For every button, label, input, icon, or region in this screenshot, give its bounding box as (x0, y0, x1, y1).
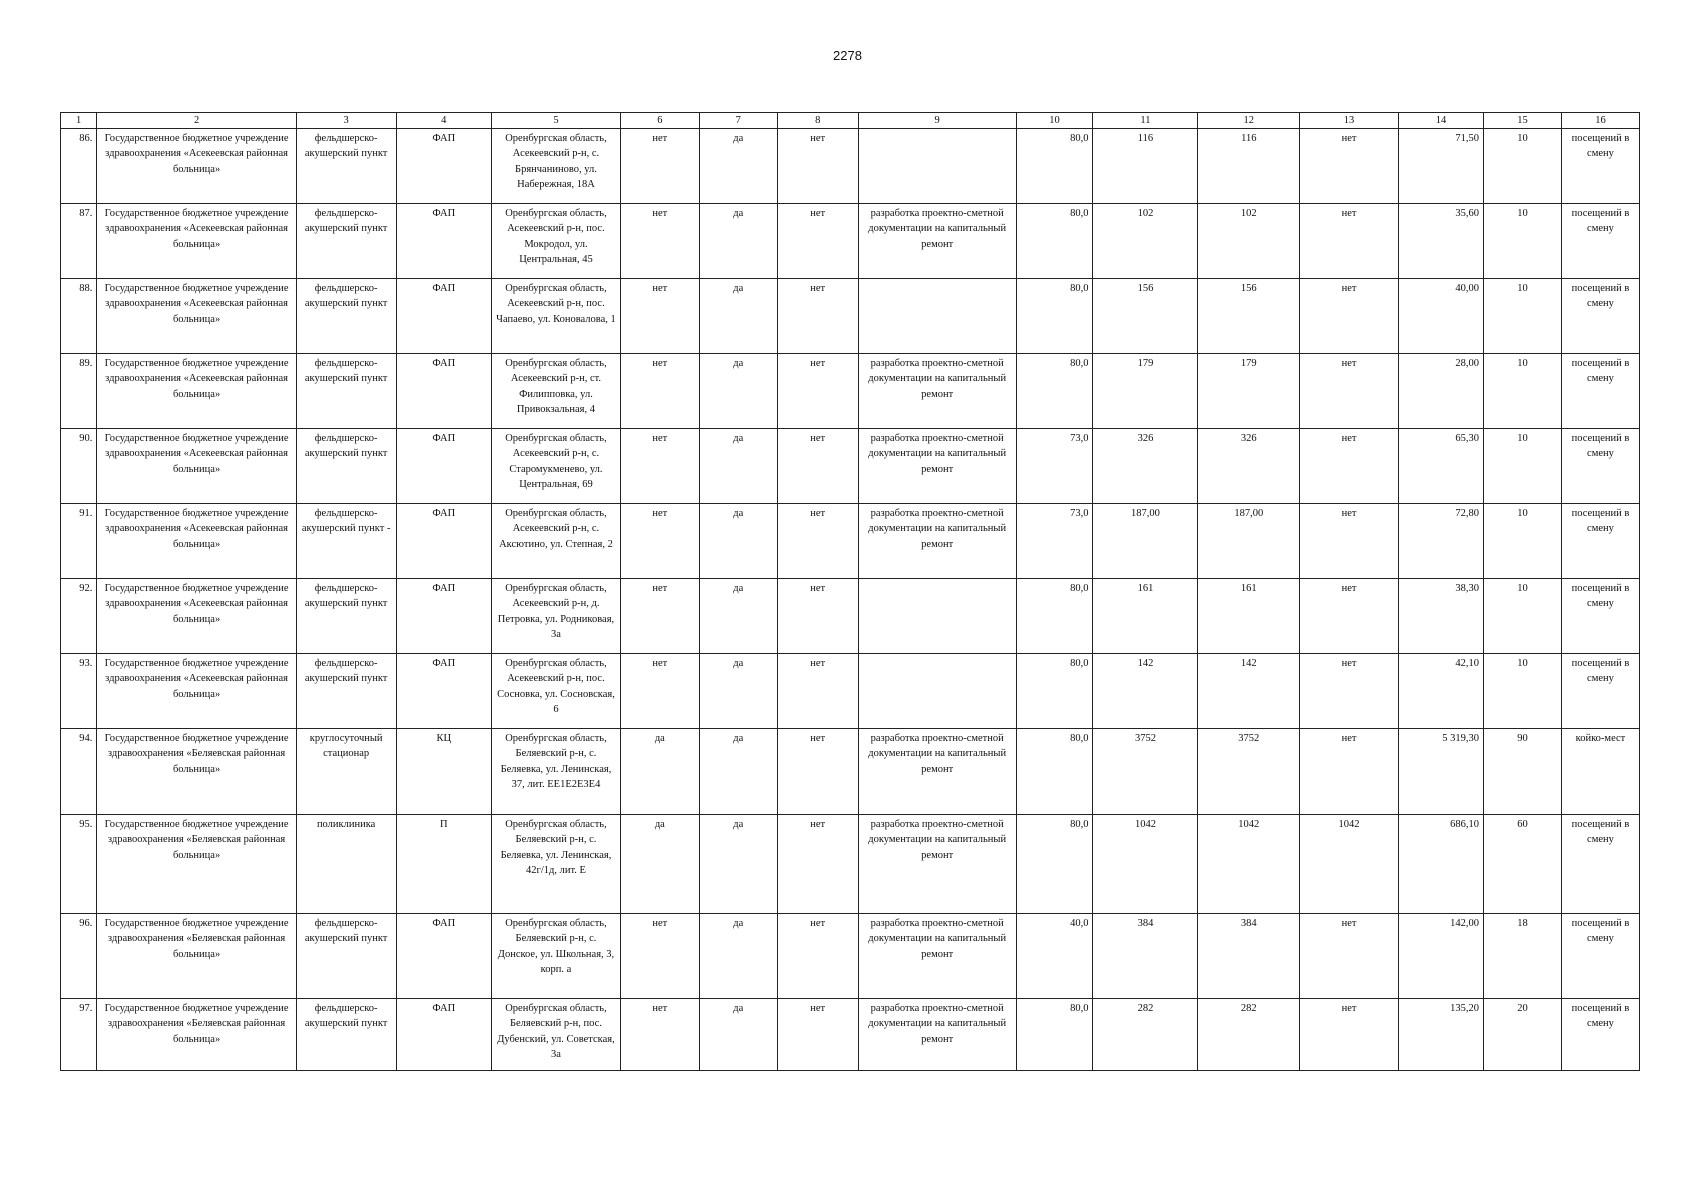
work-description-cell: разработка проектно-сметной документации на капитальный ремонт (858, 815, 1016, 914)
capacity-unit-cell: посещений в смену (1561, 354, 1639, 429)
table-cell: да (699, 204, 777, 279)
table-cell: 384 (1198, 914, 1300, 999)
table-cell: 3752 (1093, 729, 1198, 815)
table-cell: 102 (1198, 204, 1300, 279)
table-cell: 10 (1484, 429, 1562, 504)
table-cell: 1042 (1093, 815, 1198, 914)
table-cell: 135,20 (1398, 999, 1483, 1071)
facility-code-cell: ФАП (396, 999, 492, 1071)
table-cell: нет (1300, 354, 1399, 429)
work-description-cell: разработка проектно-сметной документации на капитальный ремонт (858, 354, 1016, 429)
table-cell: 10 (1484, 129, 1562, 204)
table-row (61, 654, 1640, 729)
facility-type-cell: круглосуточный стационар (296, 729, 396, 815)
table-cell: 65,30 (1398, 429, 1483, 504)
row-number: 87. (61, 204, 97, 279)
column-header: 4 (396, 113, 492, 129)
table-cell: нет (777, 999, 858, 1071)
table-cell: нет (777, 815, 858, 914)
capacity-unit-cell: посещений в смену (1561, 914, 1639, 999)
registry-table (60, 112, 1640, 1071)
column-header: 12 (1198, 113, 1300, 129)
table-cell: 1042 (1198, 815, 1300, 914)
table-row (61, 815, 1640, 914)
table-cell: нет (1300, 654, 1399, 729)
table-cell: 80,0 (1016, 354, 1093, 429)
row-number: 94. (61, 729, 97, 815)
column-header: 9 (858, 113, 1016, 129)
table-cell: да (620, 729, 699, 815)
work-description-cell (858, 279, 1016, 354)
table-cell: нет (777, 504, 858, 579)
capacity-unit-cell: посещений в смену (1561, 504, 1639, 579)
facility-type-cell: фельдшерско-акушерский пункт (296, 999, 396, 1071)
row-number: 90. (61, 429, 97, 504)
table-cell: нет (1300, 129, 1399, 204)
table-cell: нет (620, 354, 699, 429)
institution-cell: Государственное бюджетное учреждение здравоохранения «Беляевская районная больница» (97, 999, 296, 1071)
table-cell: 10 (1484, 504, 1562, 579)
table-cell: нет (777, 914, 858, 999)
column-header: 10 (1016, 113, 1093, 129)
facility-type-cell: фельдшерско-акушерский пункт (296, 579, 396, 654)
table-cell: нет (620, 204, 699, 279)
institution-cell: Государственное бюджетное учреждение здравоохранения «Асекеевская районная больница» (97, 429, 296, 504)
table-cell: 1042 (1300, 815, 1399, 914)
capacity-unit-cell: посещений в смену (1561, 579, 1639, 654)
address-cell: Оренбургская область, Беляевский р-н, с. Беляевка, ул. Ленинская, 42г/1д, лит. Е (492, 815, 621, 914)
table-cell: 282 (1198, 999, 1300, 1071)
table-cell: да (699, 654, 777, 729)
row-number: 86. (61, 129, 97, 204)
column-header: 13 (1300, 113, 1399, 129)
table-cell: нет (1300, 204, 1399, 279)
table-cell: нет (620, 914, 699, 999)
facility-type-cell: фельдшерско-акушерский пункт (296, 204, 396, 279)
table-cell: нет (620, 999, 699, 1071)
address-cell: Оренбургская область, Асекеевский р-н, с. Старомукменево, ул. Центральная, 69 (492, 429, 621, 504)
table-cell: 10 (1484, 579, 1562, 654)
address-cell: Оренбургская область, Асекеевский р-н, пос. Чапаево, ул. Коновалова, 1 (492, 279, 621, 354)
table-cell: нет (777, 279, 858, 354)
table-cell: нет (1300, 729, 1399, 815)
table-cell: да (699, 914, 777, 999)
work-description-cell: разработка проектно-сметной документации на капитальный ремонт (858, 204, 1016, 279)
table-cell: 179 (1198, 354, 1300, 429)
table-cell: 40,0 (1016, 914, 1093, 999)
column-number-row (61, 113, 1640, 129)
table-cell: 72,80 (1398, 504, 1483, 579)
capacity-unit-cell: посещений в смену (1561, 654, 1639, 729)
capacity-unit-cell: койко-мест (1561, 729, 1639, 815)
institution-cell: Государственное бюджетное учреждение здравоохранения «Беляевская районная больница» (97, 815, 296, 914)
facility-type-cell: фельдшерско-акушерский пункт (296, 129, 396, 204)
table-row (61, 914, 1640, 999)
column-header: 2 (97, 113, 296, 129)
facility-code-cell: ФАП (396, 654, 492, 729)
address-cell: Оренбургская область, Беляевский р-н, пос. Дубенский, ул. Советская, 3а (492, 999, 621, 1071)
table-cell: 42,10 (1398, 654, 1483, 729)
table-cell: 60 (1484, 815, 1562, 914)
page-number: 2278 (833, 48, 862, 63)
table-cell: 179 (1093, 354, 1198, 429)
row-number: 96. (61, 914, 97, 999)
table-cell: да (699, 429, 777, 504)
table-cell: 80,0 (1016, 654, 1093, 729)
address-cell: Оренбургская область, Беляевский р-н, с. Донское, ул. Школьная, 3, корп. а (492, 914, 621, 999)
table-row (61, 429, 1640, 504)
facility-code-cell: ФАП (396, 354, 492, 429)
table-cell: 71,50 (1398, 129, 1483, 204)
table-cell: да (699, 815, 777, 914)
capacity-unit-cell: посещений в смену (1561, 999, 1639, 1071)
table-cell: нет (777, 129, 858, 204)
table-cell: 142 (1198, 654, 1300, 729)
table-cell: 80,0 (1016, 279, 1093, 354)
institution-cell: Государственное бюджетное учреждение здравоохранения «Беляевская районная больница» (97, 914, 296, 999)
row-number: 95. (61, 815, 97, 914)
capacity-unit-cell: посещений в смену (1561, 129, 1639, 204)
facility-code-cell: ФАП (396, 429, 492, 504)
column-header: 5 (492, 113, 621, 129)
table-cell: 80,0 (1016, 999, 1093, 1071)
facility-code-cell: ФАП (396, 914, 492, 999)
facility-type-cell: фельдшерско-акушерский пункт (296, 354, 396, 429)
table-cell: нет (620, 429, 699, 504)
column-header: 16 (1561, 113, 1639, 129)
address-cell: Оренбургская область, Асекеевский р-н, д. Петровка, ул. Родниковая, 3а (492, 579, 621, 654)
table-cell: 38,30 (1398, 579, 1483, 654)
table-cell: 80,0 (1016, 129, 1093, 204)
table-row (61, 579, 1640, 654)
table-cell: 102 (1093, 204, 1198, 279)
table-row (61, 279, 1640, 354)
table-cell: 686,10 (1398, 815, 1483, 914)
capacity-unit-cell: посещений в смену (1561, 204, 1639, 279)
row-number: 93. (61, 654, 97, 729)
address-cell: Оренбургская область, Асекеевский р-н, с. Брянчаниново, ул. Набережная, 18А (492, 129, 621, 204)
facility-type-cell: поликлиника (296, 815, 396, 914)
address-cell: Оренбургская область, Асекеевский р-н, ст. Филипповка, ул. Привокзальная, 4 (492, 354, 621, 429)
table-cell: 116 (1198, 129, 1300, 204)
table-cell: 326 (1198, 429, 1300, 504)
facility-code-cell: ФАП (396, 129, 492, 204)
table-row (61, 504, 1640, 579)
row-number: 97. (61, 999, 97, 1071)
work-description-cell: разработка проектно-сметной документации на капитальный ремонт (858, 914, 1016, 999)
table-cell: нет (1300, 504, 1399, 579)
table-cell: 80,0 (1016, 204, 1093, 279)
work-description-cell: разработка проектно-сметной документации на капитальный ремонт (858, 429, 1016, 504)
table-cell: 90 (1484, 729, 1562, 815)
institution-cell: Государственное бюджетное учреждение здравоохранения «Беляевская районная больница» (97, 729, 296, 815)
table-cell: да (699, 354, 777, 429)
table-cell: нет (777, 204, 858, 279)
table-cell: 384 (1093, 914, 1198, 999)
table-row (61, 354, 1640, 429)
table-row (61, 729, 1640, 815)
facility-type-cell: фельдшерско-акушерский пункт - (296, 504, 396, 579)
table-cell: нет (777, 354, 858, 429)
table-cell: 3752 (1198, 729, 1300, 815)
table-cell: нет (1300, 914, 1399, 999)
table-cell: 282 (1093, 999, 1198, 1071)
facility-code-cell: КЦ (396, 729, 492, 815)
column-header: 11 (1093, 113, 1198, 129)
table-cell: 5 319,30 (1398, 729, 1483, 815)
row-number: 88. (61, 279, 97, 354)
table-cell: нет (1300, 579, 1399, 654)
row-number: 92. (61, 579, 97, 654)
table-cell: да (620, 815, 699, 914)
table-cell: 156 (1198, 279, 1300, 354)
column-header: 8 (777, 113, 858, 129)
facility-code-cell: П (396, 815, 492, 914)
table-cell: нет (777, 654, 858, 729)
table-cell: 326 (1093, 429, 1198, 504)
table-cell: нет (777, 729, 858, 815)
table-cell: нет (1300, 999, 1399, 1071)
table-cell: 28,00 (1398, 354, 1483, 429)
table-cell: 10 (1484, 354, 1562, 429)
table-cell: нет (620, 504, 699, 579)
table-cell: да (699, 579, 777, 654)
column-header: 14 (1398, 113, 1483, 129)
table-cell: 80,0 (1016, 579, 1093, 654)
facility-code-cell: ФАП (396, 204, 492, 279)
facility-code-cell: ФАП (396, 279, 492, 354)
table-cell: нет (620, 279, 699, 354)
capacity-unit-cell: посещений в смену (1561, 279, 1639, 354)
institution-cell: Государственное бюджетное учреждение здравоохранения «Асекеевская районная больница» (97, 579, 296, 654)
address-cell: Оренбургская область, Асекеевский р-н, пос. Сосновка, ул. Сосновская, 6 (492, 654, 621, 729)
table-cell: нет (777, 429, 858, 504)
table-cell: да (699, 129, 777, 204)
table-cell: 142,00 (1398, 914, 1483, 999)
institution-cell: Государственное бюджетное учреждение здравоохранения «Асекеевская районная больница» (97, 279, 296, 354)
institution-cell: Государственное бюджетное учреждение здравоохранения «Асекеевская районная больница» (97, 129, 296, 204)
table-cell: 187,00 (1198, 504, 1300, 579)
table-cell: 156 (1093, 279, 1198, 354)
table-cell: 73,0 (1016, 429, 1093, 504)
table-cell: 142 (1093, 654, 1198, 729)
row-number: 89. (61, 354, 97, 429)
table-cell: нет (1300, 429, 1399, 504)
column-header: 3 (296, 113, 396, 129)
facility-type-cell: фельдшерско-акушерский пункт (296, 654, 396, 729)
address-cell: Оренбургская область, Асекеевский р-н, пос. Мокродол, ул. Центральная, 45 (492, 204, 621, 279)
facility-type-cell: фельдшерско-акушерский пункт (296, 429, 396, 504)
table-cell: да (699, 279, 777, 354)
table-cell: 80,0 (1016, 815, 1093, 914)
work-description-cell (858, 579, 1016, 654)
table-cell: 35,60 (1398, 204, 1483, 279)
facility-type-cell: фельдшерско-акушерский пункт (296, 279, 396, 354)
facility-code-cell: ФАП (396, 504, 492, 579)
table-cell: нет (620, 129, 699, 204)
table-cell: да (699, 504, 777, 579)
table-cell: 161 (1198, 579, 1300, 654)
table-cell: 10 (1484, 279, 1562, 354)
institution-cell: Государственное бюджетное учреждение здравоохранения «Асекеевская районная больница» (97, 204, 296, 279)
table-cell: 18 (1484, 914, 1562, 999)
institution-cell: Государственное бюджетное учреждение здравоохранения «Асекеевская районная больница» (97, 354, 296, 429)
column-header: 15 (1484, 113, 1562, 129)
table-cell: 116 (1093, 129, 1198, 204)
table-row (61, 129, 1640, 204)
table-cell: 40,00 (1398, 279, 1483, 354)
table-row (61, 204, 1640, 279)
table-cell: 73,0 (1016, 504, 1093, 579)
table-cell: нет (620, 654, 699, 729)
institution-cell: Государственное бюджетное учреждение здравоохранения «Асекеевская районная больница» (97, 654, 296, 729)
table-cell: да (699, 999, 777, 1071)
address-cell: Оренбургская область, Асекеевский р-н, с. Аксютино, ул. Степная, 2 (492, 504, 621, 579)
work-description-cell: разработка проектно-сметной документации на капитальный ремонт (858, 729, 1016, 815)
column-header: 6 (620, 113, 699, 129)
table-cell: 20 (1484, 999, 1562, 1071)
address-cell: Оренбургская область, Беляевский р-н, с. Беляевка, ул. Ленинская, 37, лит. ЕЕ1Е2Е3Е4 (492, 729, 621, 815)
capacity-unit-cell: посещений в смену (1561, 429, 1639, 504)
table-cell: нет (777, 579, 858, 654)
table-cell: нет (1300, 279, 1399, 354)
capacity-unit-cell: посещений в смену (1561, 815, 1639, 914)
column-header: 7 (699, 113, 777, 129)
column-header: 1 (61, 113, 97, 129)
institution-cell: Государственное бюджетное учреждение здравоохранения «Асекеевская районная больница» (97, 504, 296, 579)
work-description-cell (858, 654, 1016, 729)
table-cell: 187,00 (1093, 504, 1198, 579)
work-description-cell: разработка проектно-сметной документации на капитальный ремонт (858, 504, 1016, 579)
table-cell: да (699, 729, 777, 815)
work-description-cell (858, 129, 1016, 204)
table-cell: нет (620, 579, 699, 654)
facility-type-cell: фельдшерско-акушерский пункт (296, 914, 396, 999)
row-number: 91. (61, 504, 97, 579)
table-cell: 161 (1093, 579, 1198, 654)
facility-code-cell: ФАП (396, 579, 492, 654)
table-cell: 10 (1484, 204, 1562, 279)
work-description-cell: разработка проектно-сметной документации на капитальный ремонт (858, 999, 1016, 1071)
table-cell: 10 (1484, 654, 1562, 729)
table-row (61, 999, 1640, 1071)
table-cell: 80,0 (1016, 729, 1093, 815)
